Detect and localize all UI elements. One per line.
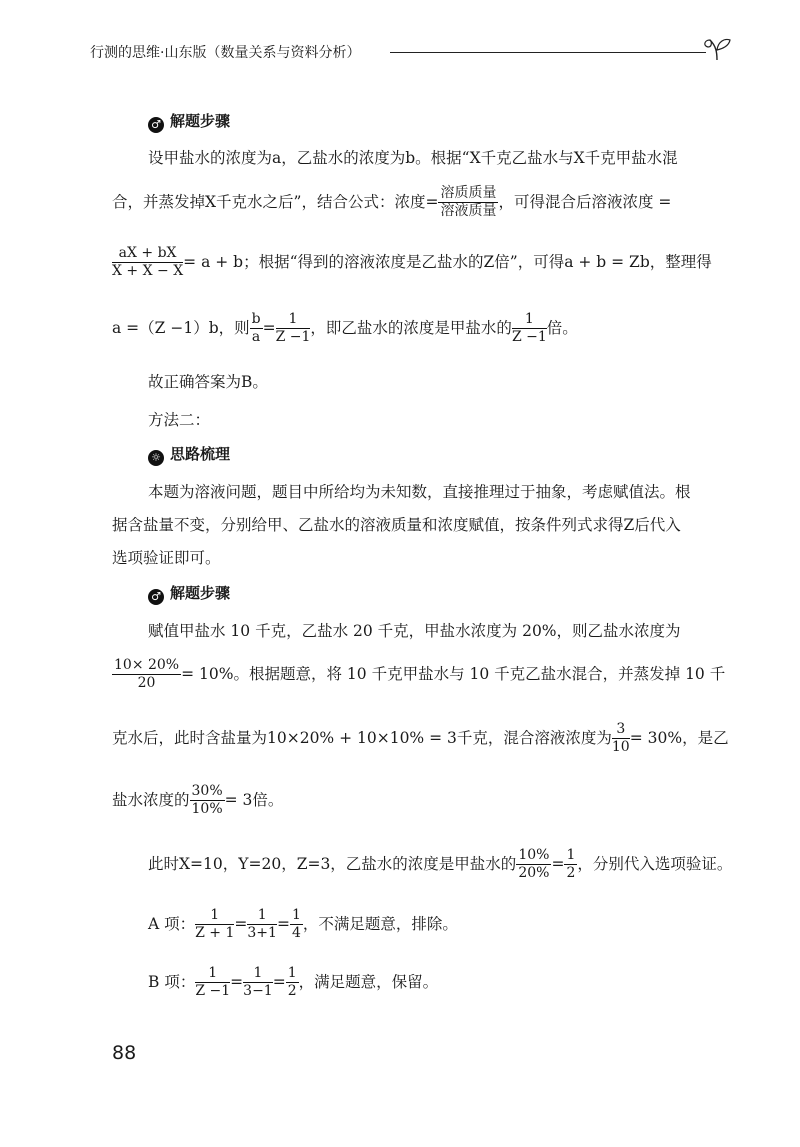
para-line: 设甲盐水的浓度为a，乙盐水的浓度为b。根据“X千克乙盐水与X千克甲盐水混 xyxy=(148,149,678,167)
fraction: $\frac{1}{Z + 1}$ xyxy=(195,907,235,942)
fraction: $\frac{1}{3+1}$ xyxy=(247,907,277,942)
fraction: $\frac{1}{4}$ xyxy=(291,907,301,942)
fraction: $\frac{1}{3-1}$ xyxy=(243,965,273,1000)
key-icon: ♂ xyxy=(148,589,164,605)
fraction: $\frac{1}{Z -1}$ xyxy=(275,311,311,346)
header-rule xyxy=(390,52,706,53)
section-steps-2: ♂ 解题步骤 xyxy=(148,582,230,605)
fraction: $\frac{1}{2}$ xyxy=(287,965,297,1000)
fraction: $\frac{1}{Z -1}$ xyxy=(195,965,231,1000)
para-line: 选项验证即可。 xyxy=(112,549,221,567)
sprout-icon xyxy=(702,32,732,62)
method-label: 方法二： xyxy=(148,411,211,429)
fraction: $\frac{1}{2}$ xyxy=(566,847,576,882)
page-number: 88 xyxy=(112,1042,137,1064)
para-line: 本题为溶液问题，题目中所给均为未知数，直接推理过于抽象，考虑赋值法。根 xyxy=(148,483,691,501)
para-line: 盐水浓度的 $\frac{30\%}{10\%}$ = 3倍。 xyxy=(112,783,284,818)
answer-line: 故正确答案为B。 xyxy=(148,373,268,391)
fraction: $\frac{1}{Z -1}$ xyxy=(511,311,547,346)
fraction: $\frac{30\%}{10\%}$ xyxy=(191,783,223,818)
fraction: $\frac{3}{10}$ xyxy=(611,721,630,756)
running-header xyxy=(90,36,730,76)
fraction: $\frac{aX + bX}{X + X - X}$ xyxy=(112,245,184,280)
para-line: 克水后，此时含盐量为10×20% + 10×10% = 3千克，混合溶液浓度为 $\frac{3}{10}$ = 30%，是乙 xyxy=(112,721,729,756)
para-line: $\frac{10\times 20\%}{20}$ = 10%。根据题意，将 10 千克甲盐水与 10 千克乙盐水混合，并蒸发掉 10 千 xyxy=(114,657,726,692)
fraction: $\frac{10\times 20\%}{20}$ xyxy=(114,657,180,692)
option-a: A 项： $\frac{1}{Z + 1}$ = $\frac{1}{3+1}$ = $\frac{1}{4}$ ，不满足题意，排除。 xyxy=(148,907,458,942)
para-line: 合，并蒸发掉X千克水之后”，结合公式：浓度= $\frac{\text{溶质质量}}{\text{溶液质量}}$ ，可得混合后溶液浓度 = xyxy=(112,185,672,220)
option-b: B 项： $\frac{1}{Z -1}$ = $\frac{1}{3-1}$ = $\frac{1}{2}$ ，满足题意，保留。 xyxy=(148,965,439,1000)
key-icon: ♂ xyxy=(148,117,164,133)
para-line: $\frac{aX + bX}{X + X - X}$ = a + b；根据“得到的溶液浓度是乙盐水的Z倍”，可得a + b = Zb，整理得 xyxy=(112,245,712,280)
section-steps-1: ♂ 解题步骤 xyxy=(148,110,230,133)
section-thinking: ☼ 思路梳理 xyxy=(148,443,230,466)
fraction: $\frac{b}{a}$ xyxy=(251,311,261,346)
header-title: 行测的思维·山东版（数量关系与资料分析） xyxy=(90,45,361,61)
fraction: $\frac{10\%}{20\%}$ xyxy=(518,847,550,882)
fraction: $\frac{\text{溶质质量}}{\text{溶液质量}}$ xyxy=(440,185,497,220)
para-line: 赋值甲盐水 10 千克，乙盐水 20 千克，甲盐水浓度为 20%，则乙盐水浓度为 xyxy=(148,622,681,640)
para-line: a =（Z −1）b，则 $\frac{b}{a}$ = $\frac{1}{Z -1}$ ，即乙盐水的浓度是甲盐水的 $\frac{1}{Z -1}$ 倍。 xyxy=(112,311,578,346)
para-line: 据含盐量不变，分别给甲、乙盐水的溶液质量和浓度赋值，按条件列式求得Z后代入 xyxy=(112,516,681,534)
sun-icon: ☼ xyxy=(148,450,164,466)
para-line: 此时X=10，Y=20，Z=3，乙盐水的浓度是甲盐水的 $\frac{10\%}{20\%}$ = $\frac{1}{2}$ ，分别代入选项验证。 xyxy=(148,847,733,882)
